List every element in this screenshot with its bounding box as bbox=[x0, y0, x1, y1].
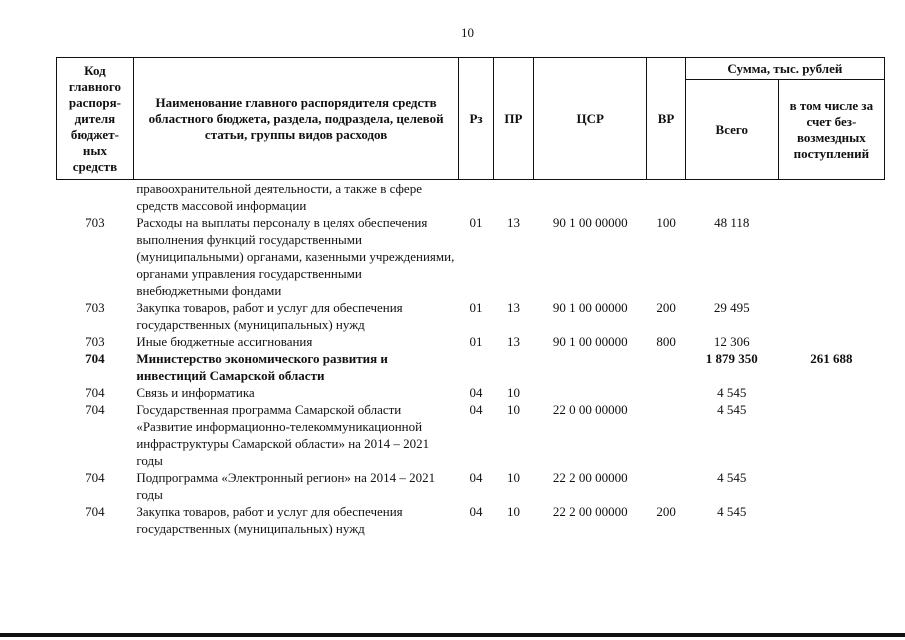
cell-name: Государственная программа Самарской области «Развитие информационно-телекоммуникационной инфраструктуры Самарской области» на 2014 – 2021 годы bbox=[136, 402, 430, 468]
header-pr: ПР bbox=[493, 58, 533, 180]
cell-total: 12 306 bbox=[713, 334, 750, 349]
cell-vr: 200 bbox=[656, 504, 676, 519]
header-code: Код главного распоря-дителя бюджет-ных средств bbox=[57, 58, 134, 180]
cell-pr: 13 bbox=[506, 215, 520, 230]
cell-name: Иные бюджетные ассигнования bbox=[136, 334, 313, 349]
cell-vr: 200 bbox=[656, 300, 676, 315]
cell-pr: 13 bbox=[506, 300, 520, 315]
table-row bbox=[57, 384, 885, 401]
cell-csr bbox=[534, 350, 647, 384]
cell-pr: 13 bbox=[506, 334, 520, 349]
cell-pr: 10 bbox=[506, 402, 520, 417]
cell-csr bbox=[534, 384, 647, 401]
cell-rz: 01 bbox=[469, 215, 483, 230]
header-free: в том числе за счет без-возмездных поступлений bbox=[778, 80, 884, 180]
cell-code: 704 bbox=[85, 402, 105, 417]
cell-name: правоохранительной деятельности, а также в сфере средств массовой информации bbox=[136, 181, 422, 213]
cell-free: 261 688 bbox=[810, 351, 853, 366]
cell-rz: 04 bbox=[469, 385, 483, 400]
cell-free bbox=[778, 384, 884, 401]
cell-free bbox=[778, 469, 884, 503]
cell-vr bbox=[647, 469, 685, 503]
table-row bbox=[57, 350, 885, 384]
cell-code: 704 bbox=[85, 385, 105, 400]
cell-vr bbox=[647, 401, 685, 469]
cell-vr: 800 bbox=[656, 334, 676, 349]
cell-name: Связь и информатика bbox=[136, 385, 255, 400]
cell-csr bbox=[534, 180, 647, 215]
cell-name: Закупка товаров, работ и услуг для обеспечения государственных (муниципальных) нужд bbox=[136, 300, 403, 332]
header-vr: ВР bbox=[647, 58, 685, 180]
cell-name: Подпрограмма «Электронный регион» на 2014 – 2021 годы bbox=[136, 470, 436, 502]
cell-csr: 22 2 00 00000 bbox=[552, 504, 628, 519]
cell-name: Закупка товаров, работ и услуг для обеспечения государственных (муниципальных) нужд bbox=[136, 504, 403, 536]
table-row bbox=[57, 503, 885, 537]
cell-pr: 10 bbox=[506, 470, 520, 485]
table-row bbox=[57, 333, 885, 350]
cell-total: 48 118 bbox=[714, 215, 750, 230]
cell-pr: 10 bbox=[506, 385, 520, 400]
header-total: Всего bbox=[685, 80, 778, 180]
cell-vr bbox=[647, 384, 685, 401]
cell-rz: 01 bbox=[469, 300, 483, 315]
bottom-rule bbox=[0, 633, 905, 637]
cell-total: 4 545 bbox=[717, 470, 747, 485]
cell-total: 1 879 350 bbox=[705, 351, 758, 366]
cell-total: 4 545 bbox=[717, 504, 747, 519]
cell-total bbox=[685, 180, 778, 215]
cell-total: 4 545 bbox=[717, 385, 747, 400]
cell-code: 704 bbox=[85, 504, 105, 519]
table-row bbox=[57, 469, 885, 503]
cell-total: 4 545 bbox=[717, 402, 747, 417]
header-name: Наименование главного распорядителя средств областного бюджета, раздела, подраздела, целевой статьи, группы видов расходов bbox=[133, 58, 459, 180]
cell-code: 703 bbox=[85, 215, 105, 230]
cell-free bbox=[778, 401, 884, 469]
cell-csr: 90 1 00 00000 bbox=[552, 334, 628, 349]
page-number: 10 bbox=[461, 25, 474, 40]
cell-vr: 100 bbox=[656, 215, 676, 230]
cell-rz bbox=[459, 350, 493, 384]
cell-rz: 04 bbox=[469, 402, 483, 417]
cell-name: Министерство экономического развития и инвестиций Самарской области bbox=[136, 351, 388, 383]
cell-rz: 04 bbox=[469, 504, 483, 519]
cell-code: 704 bbox=[85, 351, 105, 366]
table-row bbox=[57, 401, 885, 469]
cell-pr bbox=[493, 350, 533, 384]
table-header bbox=[57, 58, 885, 180]
cell-code: 703 bbox=[85, 300, 105, 315]
cell-rz bbox=[459, 180, 493, 215]
header-csr: ЦСР bbox=[534, 58, 647, 180]
cell-free bbox=[778, 333, 884, 350]
header-rz: Рз bbox=[459, 58, 493, 180]
table-body bbox=[57, 180, 885, 538]
cell-pr: 10 bbox=[506, 504, 520, 519]
cell-rz: 01 bbox=[469, 334, 483, 349]
cell-csr: 22 2 00 00000 bbox=[552, 470, 628, 485]
table-row bbox=[57, 214, 885, 299]
cell-csr: 22 0 00 00000 bbox=[552, 402, 628, 417]
cell-rz: 04 bbox=[469, 470, 483, 485]
cell-pr bbox=[493, 180, 533, 215]
table-row bbox=[57, 299, 885, 333]
cell-csr: 90 1 00 00000 bbox=[552, 215, 628, 230]
cell-name: Расходы на выплаты персоналу в целях обеспечения выполнения функций государственными (муниципальными) органами, казенными учреждениями, органами управления государственными внебюджетными фондами bbox=[136, 215, 455, 298]
cell-code: 703 bbox=[85, 334, 105, 349]
cell-vr bbox=[647, 180, 685, 215]
cell-free bbox=[778, 214, 884, 299]
cell-free bbox=[778, 180, 884, 215]
cell-code: 704 bbox=[85, 470, 105, 485]
cell-vr bbox=[647, 350, 685, 384]
cell-code bbox=[57, 180, 134, 215]
cell-total: 29 495 bbox=[713, 300, 750, 315]
table-row bbox=[57, 180, 885, 215]
budget-table bbox=[56, 57, 885, 537]
cell-csr: 90 1 00 00000 bbox=[552, 300, 628, 315]
cell-free bbox=[778, 503, 884, 537]
cell-free bbox=[778, 299, 884, 333]
header-sum-group: Сумма, тыс. рублей bbox=[685, 58, 884, 80]
